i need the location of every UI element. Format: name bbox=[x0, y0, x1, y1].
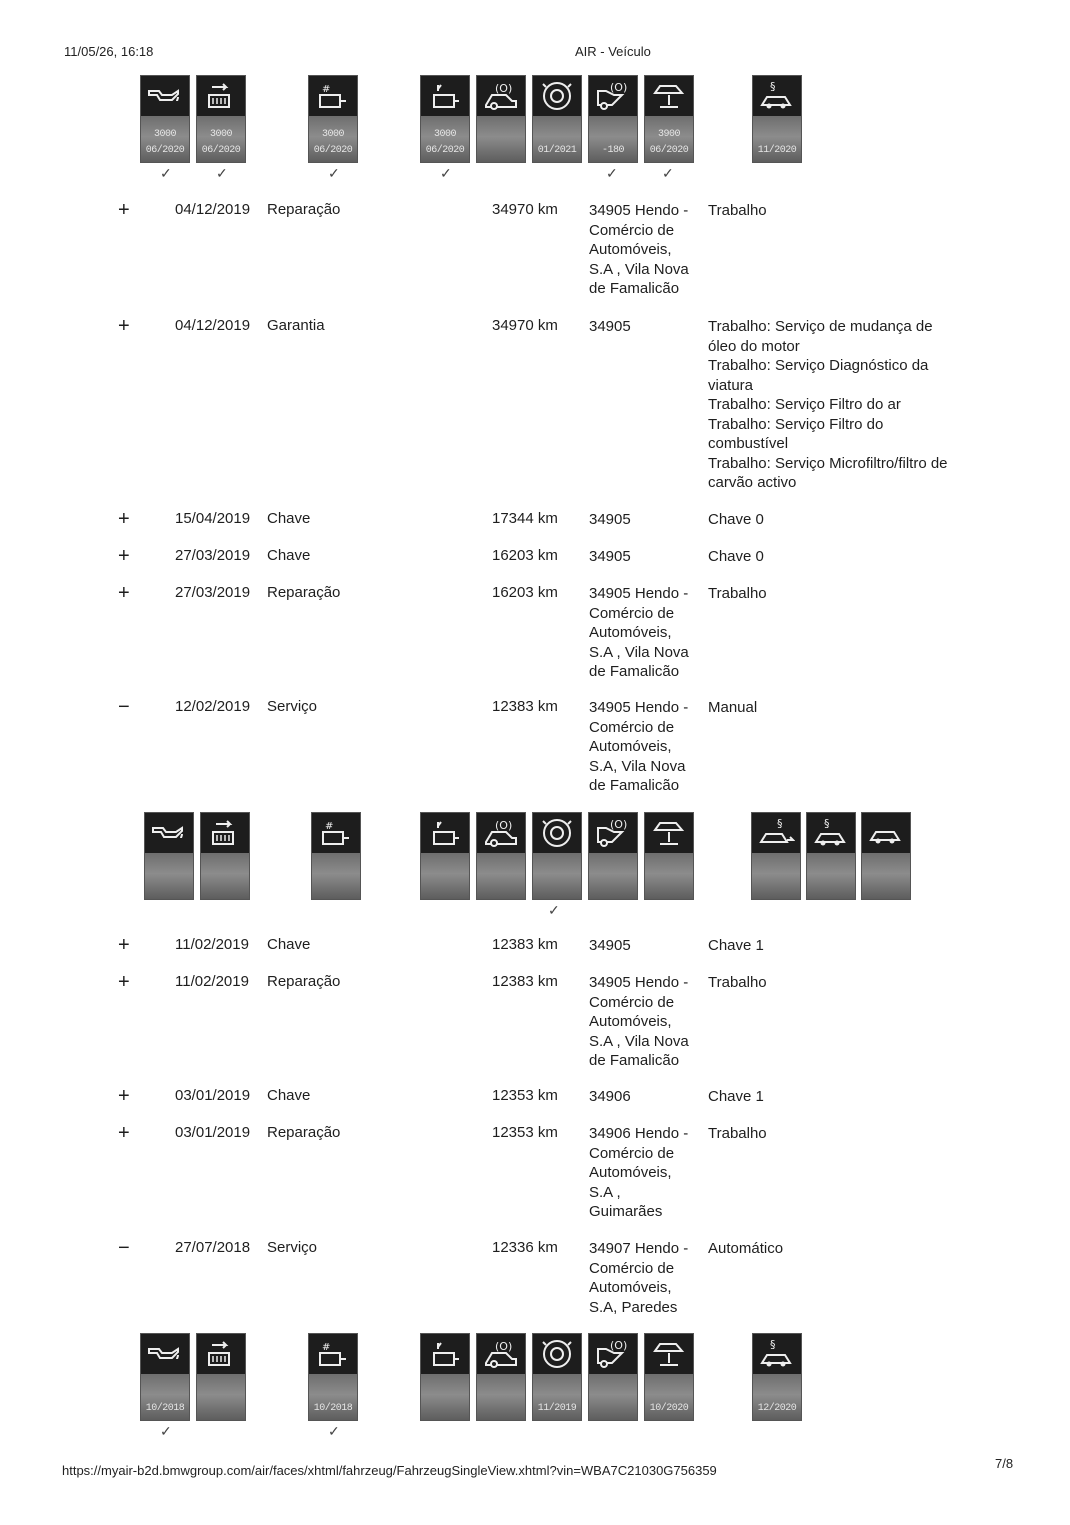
dealer-line: de Famalicão bbox=[589, 663, 680, 680]
service-due-date: 06/2020 bbox=[649, 145, 689, 156]
description-line: Trabalho: Serviço Microfiltro/filtro de bbox=[708, 454, 948, 472]
collapse-toggle[interactable]: − bbox=[118, 1237, 130, 1259]
entry-dealer bbox=[589, 973, 699, 1071]
service-due-date: 01/2021 bbox=[537, 145, 577, 156]
spark-plug-icon bbox=[426, 79, 464, 113]
svg-text:#: # bbox=[322, 84, 331, 95]
description-line: Chave 1 bbox=[708, 1088, 764, 1105]
entry-dealer bbox=[589, 584, 699, 682]
fuel-filter-icon bbox=[317, 816, 355, 850]
dealer-line: S.A, Vila Nova bbox=[589, 757, 686, 775]
expand-toggle[interactable]: + bbox=[118, 199, 130, 221]
rear-brake-icon bbox=[594, 79, 632, 113]
svg-text:#: # bbox=[322, 1342, 331, 1353]
service-check-mark: ✓ bbox=[328, 1423, 340, 1439]
service-due-date: 06/2020 bbox=[201, 145, 241, 156]
description-line: Trabalho bbox=[708, 1125, 767, 1142]
expand-toggle[interactable]: + bbox=[118, 1085, 130, 1107]
brake-fluid-service-tile bbox=[532, 812, 582, 900]
entry-date: 12/02/2019 bbox=[175, 698, 251, 715]
entry-type: Garantia bbox=[267, 317, 325, 334]
entry-description bbox=[708, 547, 956, 567]
svg-text:#: # bbox=[325, 821, 334, 832]
dealer-line: de Famalicão bbox=[589, 1052, 680, 1069]
svg-text:§: § bbox=[777, 817, 783, 830]
vehicle-inspection-service-tile bbox=[752, 1333, 802, 1421]
rear-brake-service-tile bbox=[588, 75, 638, 163]
dealer-line: 34905 bbox=[589, 937, 631, 954]
dealer-line: Automóveis, bbox=[589, 624, 672, 641]
vehicle-inspection-icon bbox=[758, 79, 796, 113]
front-brake-icon bbox=[482, 816, 520, 850]
dealer-line: S.A , Vila Nova bbox=[589, 643, 689, 661]
description-line: combustível bbox=[708, 435, 789, 452]
entry-mileage: 34970 km bbox=[492, 317, 558, 334]
front-brake-icon bbox=[482, 79, 520, 113]
description-line: Trabalho bbox=[708, 202, 767, 219]
dealer-line: 34905 bbox=[589, 511, 631, 528]
entry-description bbox=[708, 201, 956, 221]
service-remaining-value: 3000 bbox=[209, 129, 232, 140]
expand-toggle[interactable]: + bbox=[118, 971, 130, 993]
dealer-line: Automóveis, bbox=[589, 1279, 672, 1296]
entry-mileage: 34970 km bbox=[492, 201, 558, 218]
service-check-mark: ✓ bbox=[440, 165, 452, 181]
service-due-date: 06/2020 bbox=[145, 145, 185, 156]
expand-toggle[interactable]: + bbox=[118, 315, 130, 337]
entry-description bbox=[708, 1087, 956, 1107]
entry-type: Reparação bbox=[267, 973, 341, 990]
entry-description bbox=[708, 584, 956, 604]
dealer-line: Comércio de bbox=[589, 221, 675, 239]
entry-mileage: 12383 km bbox=[492, 698, 558, 715]
entry-date: 27/03/2019 bbox=[175, 547, 251, 564]
entry-mileage: 16203 km bbox=[492, 584, 558, 601]
dealer-line: Automóveis, bbox=[589, 241, 672, 258]
entry-type: Chave bbox=[267, 510, 311, 527]
fuel-filter-service-tile bbox=[311, 812, 361, 900]
svg-text:(O): (O) bbox=[610, 81, 628, 94]
engine-air-filter-service-tile bbox=[196, 1333, 246, 1421]
entry-date: 15/04/2019 bbox=[175, 510, 251, 527]
vehicle-lift-icon bbox=[650, 816, 688, 850]
entry-description bbox=[708, 510, 956, 530]
service-due-date: 11/2019 bbox=[537, 1403, 577, 1414]
description-line: carvão activo bbox=[708, 474, 797, 491]
entry-mileage: 17344 km bbox=[492, 510, 558, 527]
vehicle-check-icon bbox=[867, 816, 905, 850]
entry-mileage: 12353 km bbox=[492, 1087, 558, 1104]
svg-text:§: § bbox=[770, 1338, 776, 1351]
entry-dealer bbox=[589, 547, 699, 567]
spark-plug-service-tile bbox=[420, 812, 470, 900]
service-check-mark: ✓ bbox=[662, 165, 674, 181]
entry-type: Serviço bbox=[267, 1239, 318, 1256]
dealer-line: Comércio de bbox=[589, 993, 675, 1011]
description-line: Trabalho bbox=[708, 585, 767, 602]
oil-can-icon bbox=[146, 79, 184, 113]
dealer-line: 34905 bbox=[589, 548, 631, 565]
description-line: óleo do motor bbox=[708, 337, 800, 355]
spark-plug-service-tile bbox=[420, 75, 470, 163]
vehicle-check-service-tile bbox=[861, 812, 911, 900]
svg-text:§: § bbox=[824, 817, 830, 830]
collapse-toggle[interactable]: − bbox=[118, 696, 130, 718]
entry-date: 04/12/2019 bbox=[175, 317, 251, 334]
service-check-mark: ✓ bbox=[548, 902, 560, 918]
service-remaining-value: 3000 bbox=[153, 129, 176, 140]
entry-mileage: 12383 km bbox=[492, 936, 558, 953]
oil-can-service-tile bbox=[140, 75, 190, 163]
rear-brake-service-tile bbox=[588, 812, 638, 900]
dealer-line: Automóveis, bbox=[589, 1013, 672, 1030]
entry-dealer bbox=[589, 936, 699, 956]
service-check-mark: ✓ bbox=[328, 165, 340, 181]
fuel-filter-service-tile bbox=[308, 75, 358, 163]
svg-text:(O): (O) bbox=[495, 819, 513, 832]
entry-type: Chave bbox=[267, 1087, 311, 1104]
dealer-line: Comércio de bbox=[589, 1259, 675, 1277]
entry-mileage: 12383 km bbox=[492, 973, 558, 990]
entry-date: 03/01/2019 bbox=[175, 1087, 251, 1104]
engine-air-filter-icon bbox=[202, 79, 240, 113]
svg-text:(O): (O) bbox=[495, 82, 513, 95]
entry-dealer bbox=[589, 1087, 699, 1107]
description-line: viatura bbox=[708, 376, 754, 394]
brake-fluid-icon bbox=[538, 1337, 576, 1371]
entry-date: 04/12/2019 bbox=[175, 201, 251, 218]
vehicle-inspection-icon bbox=[812, 816, 850, 850]
service-remaining-value: 3000 bbox=[433, 129, 456, 140]
spark-plug-service-tile bbox=[420, 1333, 470, 1421]
entry-dealer bbox=[589, 1124, 699, 1222]
entry-type: Reparação bbox=[267, 584, 341, 601]
entry-mileage: 12353 km bbox=[492, 1124, 558, 1141]
vehicle-lift-service-tile bbox=[644, 1333, 694, 1421]
entry-description bbox=[708, 317, 956, 493]
page-number: 7/8 bbox=[995, 1456, 1014, 1471]
dealer-line: S.A , Vila Nova bbox=[589, 1032, 689, 1050]
entry-date: 11/02/2019 bbox=[175, 973, 249, 990]
dealer-line: 34907 Hendo - bbox=[589, 1240, 689, 1257]
vehicle-lift-service-tile bbox=[644, 812, 694, 900]
vehicle-inspection-icon bbox=[758, 1337, 796, 1371]
brake-fluid-icon bbox=[538, 816, 576, 850]
front-brake-icon bbox=[482, 1337, 520, 1371]
entry-dealer bbox=[589, 698, 699, 796]
front-brake-service-tile bbox=[476, 812, 526, 900]
expand-toggle[interactable]: + bbox=[118, 934, 130, 956]
source-url: https://myair-b2d.bmwgroup.com/air/faces/xhtml/fahrzeug/FahrzeugSingleView.xhtml?vin=WBA7C21030G756359 bbox=[62, 1463, 717, 1478]
service-due-date: 06/2020 bbox=[425, 145, 465, 156]
service-due-date: -180 bbox=[601, 145, 624, 156]
svg-text:(O): (O) bbox=[495, 1340, 513, 1353]
entry-description bbox=[708, 936, 956, 956]
dealer-line: Comércio de bbox=[589, 718, 675, 736]
fuel-filter-service-tile bbox=[308, 1333, 358, 1421]
engine-air-filter-icon bbox=[202, 1337, 240, 1371]
entry-date: 27/07/2018 bbox=[175, 1239, 251, 1256]
dealer-line: S.A, Paredes bbox=[589, 1298, 678, 1316]
entry-type: Serviço bbox=[267, 698, 318, 715]
service-due-date: 10/2018 bbox=[145, 1403, 185, 1414]
entry-dealer bbox=[589, 1239, 699, 1317]
entry-type: Chave bbox=[267, 936, 311, 953]
description-line: Trabalho: Serviço Filtro do bbox=[708, 415, 884, 433]
dealer-line: Automóveis, bbox=[589, 738, 672, 755]
rear-brake-icon bbox=[594, 816, 632, 850]
brake-fluid-service-tile bbox=[532, 1333, 582, 1421]
dealer-line: 34905 Hendo - bbox=[589, 974, 689, 991]
brake-fluid-service-tile bbox=[532, 75, 582, 163]
service-remaining-value: 3000 bbox=[321, 129, 344, 140]
service-check-mark: ✓ bbox=[160, 1423, 172, 1439]
dealer-line: S.A , Vila Nova bbox=[589, 260, 689, 278]
entry-description bbox=[708, 1239, 956, 1259]
rear-brake-icon bbox=[594, 1337, 632, 1371]
expand-toggle[interactable]: + bbox=[118, 582, 130, 604]
description-line: Chave 0 bbox=[708, 548, 764, 565]
expand-toggle[interactable]: + bbox=[118, 1122, 130, 1144]
expand-toggle[interactable]: + bbox=[118, 508, 130, 530]
vehicle-lift-icon bbox=[650, 79, 688, 113]
service-due-date: 06/2020 bbox=[313, 145, 353, 156]
entry-dealer bbox=[589, 201, 699, 299]
entry-dealer bbox=[589, 317, 699, 337]
dealer-line: S.A , bbox=[589, 1183, 621, 1201]
front-brake-service-tile bbox=[476, 1333, 526, 1421]
vehicle-inspection-service-tile bbox=[806, 812, 856, 900]
engine-air-filter-icon bbox=[206, 816, 244, 850]
spark-plug-icon bbox=[426, 1337, 464, 1371]
dealer-line: 34905 bbox=[589, 318, 631, 335]
dealer-line: Guimarães bbox=[589, 1203, 663, 1220]
entry-description bbox=[708, 698, 956, 718]
dealer-line: 34905 Hendo - bbox=[589, 699, 689, 716]
service-remaining-value: 3900 bbox=[657, 129, 680, 140]
entry-date: 27/03/2019 bbox=[175, 584, 251, 601]
fuel-filter-icon bbox=[314, 79, 352, 113]
description-line: Chave 1 bbox=[708, 937, 764, 954]
description-line: Trabalho: Serviço Filtro do ar bbox=[708, 396, 901, 413]
engine-air-filter-service-tile bbox=[196, 75, 246, 163]
emissions-inspection-icon bbox=[757, 816, 795, 850]
svg-text:§: § bbox=[770, 80, 776, 93]
entry-mileage: 16203 km bbox=[492, 547, 558, 564]
entry-type: Chave bbox=[267, 547, 311, 564]
expand-toggle[interactable]: + bbox=[118, 545, 130, 567]
entry-dealer bbox=[589, 510, 699, 530]
rear-brake-service-tile bbox=[588, 1333, 638, 1421]
entry-type: Reparação bbox=[267, 1124, 341, 1141]
description-line: Manual bbox=[708, 699, 758, 716]
dealer-line: 34905 Hendo - bbox=[589, 585, 689, 602]
description-line: Trabalho: Serviço de mudança de bbox=[708, 318, 933, 335]
dealer-line: 34906 bbox=[589, 1088, 631, 1105]
service-due-date: 12/2020 bbox=[757, 1403, 797, 1414]
spark-plug-icon bbox=[426, 816, 464, 850]
dealer-line: 34905 Hendo - bbox=[589, 202, 689, 219]
description-line: Automático bbox=[708, 1240, 784, 1257]
dealer-line: de Famalicão bbox=[589, 777, 680, 794]
vehicle-inspection-service-tile bbox=[752, 75, 802, 163]
svg-text:(O): (O) bbox=[610, 1339, 628, 1352]
dealer-line: Comércio de bbox=[589, 1144, 675, 1162]
dealer-line: de Famalicão bbox=[589, 280, 680, 297]
svg-text:(O): (O) bbox=[610, 818, 628, 831]
vehicle-lift-icon bbox=[650, 1337, 688, 1371]
print-datetime: 11/05/26, 16:18 bbox=[64, 44, 154, 59]
description-line: Chave 0 bbox=[708, 511, 764, 528]
dealer-line: 34906 Hendo - bbox=[589, 1125, 689, 1142]
service-check-mark: ✓ bbox=[216, 165, 228, 181]
dealer-line: Automóveis, bbox=[589, 1164, 672, 1181]
service-due-date: 10/2018 bbox=[313, 1403, 353, 1414]
service-due-date: 10/2020 bbox=[649, 1403, 689, 1414]
dealer-line: Comércio de bbox=[589, 604, 675, 622]
fuel-filter-icon bbox=[314, 1337, 352, 1371]
front-brake-service-tile bbox=[476, 75, 526, 163]
description-line: Trabalho bbox=[708, 974, 767, 991]
entry-description bbox=[708, 1124, 956, 1144]
entry-date: 11/02/2019 bbox=[175, 936, 249, 953]
engine-air-filter-service-tile bbox=[200, 812, 250, 900]
entry-date: 03/01/2019 bbox=[175, 1124, 251, 1141]
service-check-mark: ✓ bbox=[606, 165, 618, 181]
oil-can-icon bbox=[146, 1337, 184, 1371]
brake-fluid-icon bbox=[538, 79, 576, 113]
emissions-inspection-service-tile bbox=[751, 812, 801, 900]
oil-can-service-tile bbox=[140, 1333, 190, 1421]
service-due-date: 11/2020 bbox=[757, 145, 797, 156]
entry-description bbox=[708, 973, 956, 993]
entry-type: Reparação bbox=[267, 201, 341, 218]
description-line: Trabalho: Serviço Diagnóstico da bbox=[708, 357, 929, 374]
entry-mileage: 12336 km bbox=[492, 1239, 558, 1256]
service-check-mark: ✓ bbox=[160, 165, 172, 181]
oil-can-icon bbox=[150, 816, 188, 850]
vehicle-lift-service-tile bbox=[644, 75, 694, 163]
page-title: AIR - Veículo bbox=[575, 44, 651, 59]
oil-can-service-tile bbox=[144, 812, 194, 900]
